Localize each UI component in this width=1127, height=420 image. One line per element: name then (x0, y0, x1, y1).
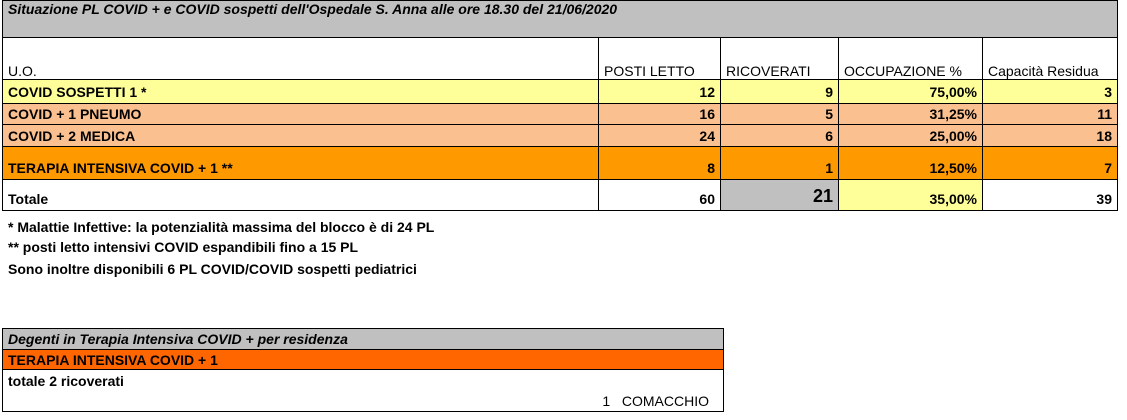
header-capacita: Capacità Residua (983, 38, 1118, 80)
row-posti: 12 (599, 80, 721, 104)
header-occupazione: OCCUPAZIONE % (839, 38, 983, 80)
table-title: Situazione PL COVID + e COVID sospetti dell'Ospedale S. Anna alle ore 18.30 del 21/06/2020 (3, 1, 1118, 38)
residence-title: Degenti in Terapia Intensiva COVID + per residenza (3, 329, 724, 350)
row-posti: 24 (599, 125, 721, 147)
table-row (3, 104, 1118, 125)
row-capacita: 11 (983, 104, 1118, 125)
table-row (3, 80, 1118, 104)
total-capacita: 39 (983, 180, 1118, 211)
note-infectious-diseases: * Malattie Infettive: la potenzialità massima del blocco è di 24 PL (8, 219, 435, 235)
table-row (3, 125, 1118, 147)
table-row (3, 147, 1118, 180)
header-posti-letto: POSTI LETTO (599, 38, 721, 80)
row-occupazione: 75,00% (839, 80, 983, 104)
total-occupazione: 35,00% (839, 180, 983, 211)
row-uo: TERAPIA INTENSIVA COVID + 1 ** (3, 147, 599, 180)
note-pediatric: Sono inoltre disponibili 6 PL COVID/COVID sospetti pediatrici (8, 261, 417, 277)
row-occupazione: 31,25% (839, 104, 983, 125)
total-row (3, 180, 1118, 211)
residence-table (2, 328, 724, 412)
note-intensive-expandable: ** posti letto intensivi COVID espandibili fino a 15 PL (8, 239, 359, 255)
row-occupazione: 12,50% (839, 147, 983, 180)
bed-occupancy-table (2, 0, 1118, 211)
row-capacita: 18 (983, 125, 1118, 147)
row-capacita: 3 (983, 80, 1118, 104)
row-ricoverati: 9 (721, 80, 839, 104)
total-posti: 60 (599, 180, 721, 211)
row-uo: COVID SOSPETTI 1 * (3, 80, 599, 104)
residence-entry (3, 392, 724, 412)
total-label: Totale (3, 180, 599, 211)
header-ricoverati: RICOVERATI (721, 38, 839, 80)
row-uo: COVID + 2 MEDICA (3, 125, 599, 147)
row-ricoverati: 6 (721, 125, 839, 147)
residence-entry-count: 1 (602, 393, 611, 410)
residence-total: totale 2 ricoverati (3, 370, 724, 392)
residence-entry-place: COMACCHIO (621, 393, 709, 410)
total-ricoverati: 21 (721, 180, 839, 211)
row-capacita: 7 (983, 147, 1118, 180)
header-uo: U.O. (3, 38, 599, 80)
row-occupazione: 25,00% (839, 125, 983, 147)
row-ricoverati: 1 (721, 147, 839, 180)
row-posti: 16 (599, 104, 721, 125)
row-uo: COVID + 1 PNEUMO (3, 104, 599, 125)
row-ricoverati: 5 (721, 104, 839, 125)
row-posti: 8 (599, 147, 721, 180)
residence-section: TERAPIA INTENSIVA COVID + 1 (3, 350, 724, 370)
